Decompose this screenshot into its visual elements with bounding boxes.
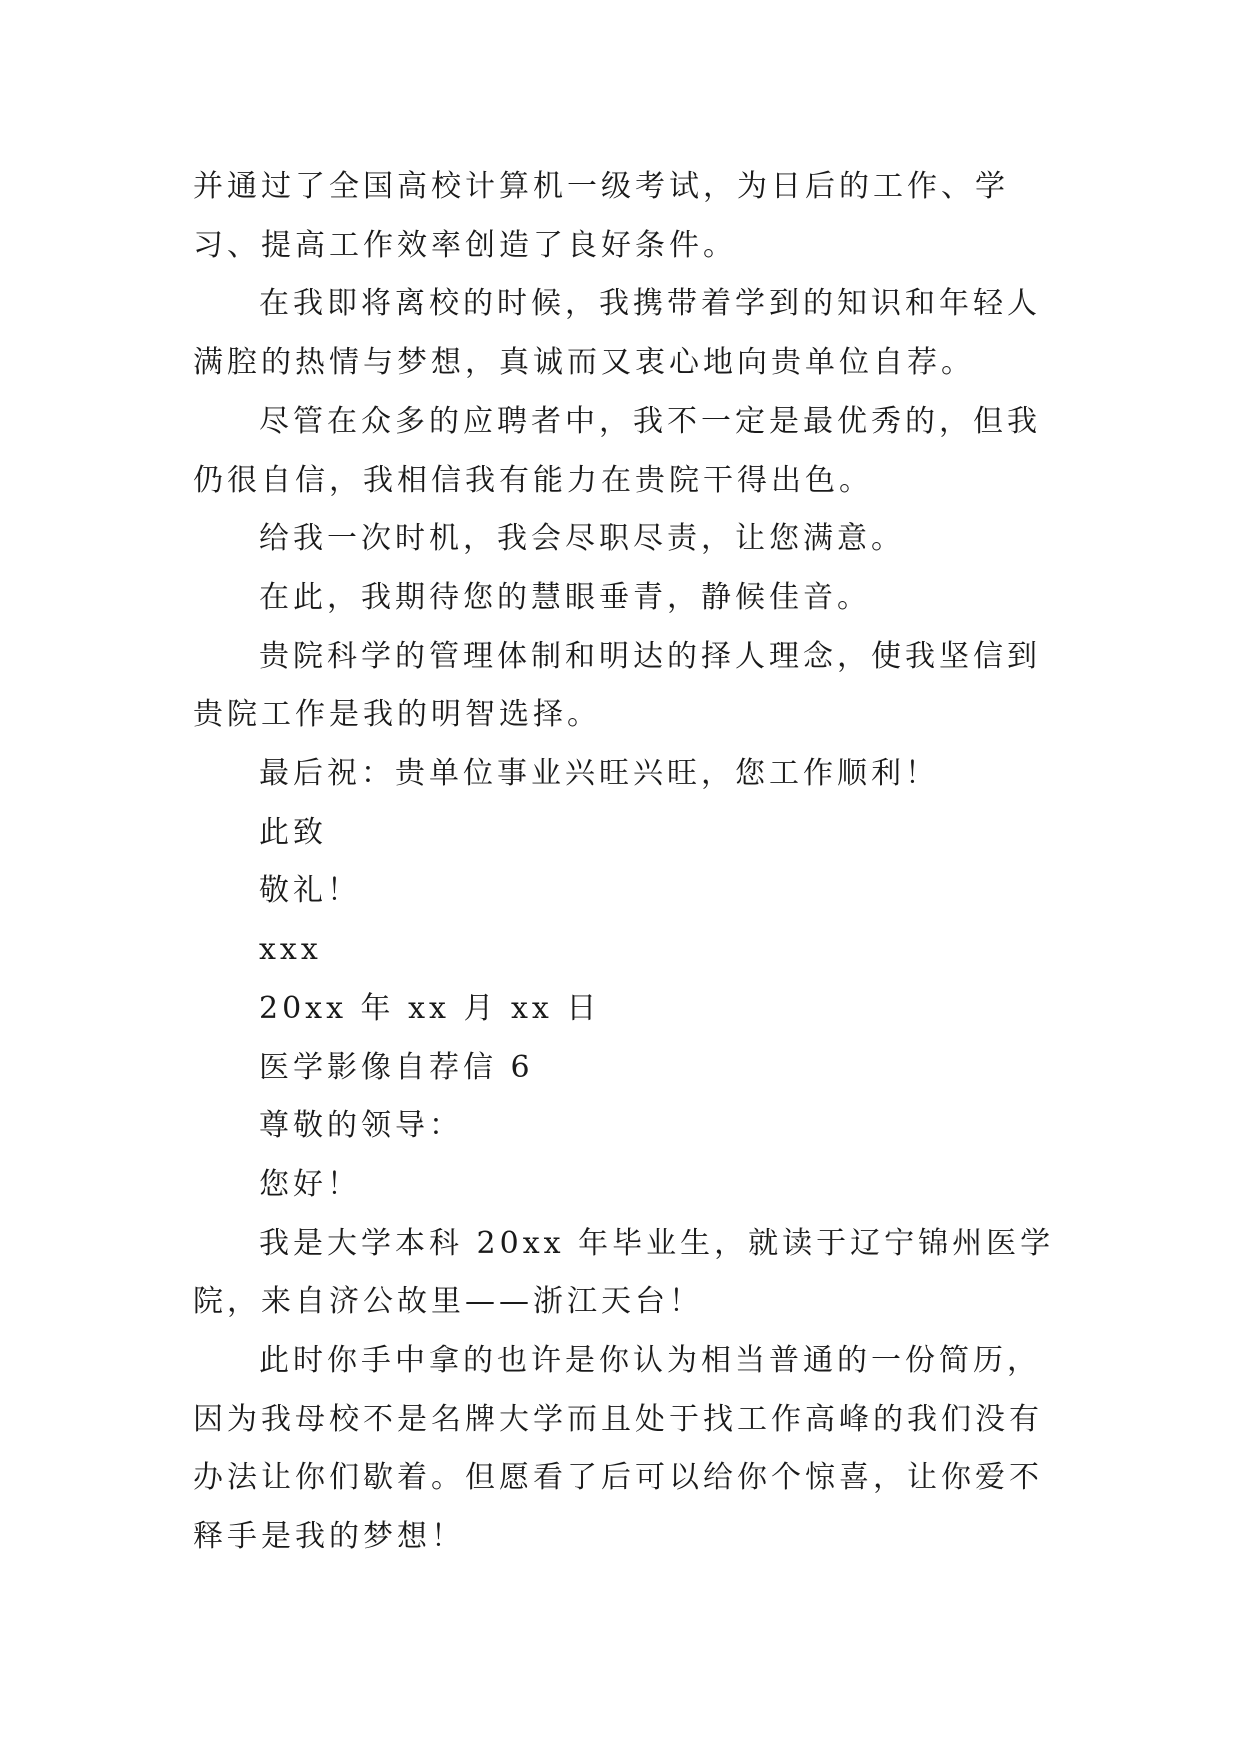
paragraph-resume: 此时你手中拿的也许是你认为相当普通的一份简历，因为我母校不是名牌大学而且处于找工作高峰的我们没有办法让你们歇着。但愿看了后可以给你个惊喜，让你爱不释手是我的梦想！ — [193, 1343, 1043, 1555]
greeting-hello: 您好！ — [259, 1166, 361, 1202]
paragraph-5: 在此，我期待您的慧眼垂青，静候佳音。 — [259, 579, 871, 615]
signature-date: 20xx 年 xx 月 xx 日 — [259, 990, 601, 1026]
salutation-jingli: 敬礼！ — [259, 873, 361, 909]
salutation-cizhi: 此致 — [259, 814, 327, 850]
paragraph-4: 给我一次时机，我会尽职尽责，让您满意。 — [259, 521, 905, 557]
paragraph-6: 贵院科学的管理体制和明达的择人理念，使我坚信到贵院工作是我的明智选择。 — [193, 638, 1041, 733]
closing-wish: 最后祝：贵单位事业兴旺兴旺，您工作顺利！ — [259, 756, 939, 792]
document-body — [193, 158, 1073, 1567]
paragraph-intro: 我是大学本科 20xx 年毕业生，就读于辽宁锦州医学院，来自济公故里——浙江天台！ — [193, 1225, 1055, 1320]
paragraph-2: 在我即将离校的时候，我携带着学到的知识和年轻人满腔的热情与梦想，真诚而又衷心地向贵单位自荐。 — [193, 286, 1041, 381]
letter-title: 医学影像自荐信 6 — [259, 1049, 534, 1085]
signature-name: xxx — [259, 932, 322, 968]
paragraph-3: 尽管在众多的应聘者中，我不一定是最优秀的，但我仍很自信，我相信我有能力在贵院干得出色。 — [193, 403, 1041, 498]
paragraph-1: 并通过了全国高校计算机一级考试，为日后的工作、学习、提高工作效率创造了良好条件。 — [193, 169, 1009, 263]
greeting-recipient: 尊敬的领导： — [259, 1108, 463, 1144]
